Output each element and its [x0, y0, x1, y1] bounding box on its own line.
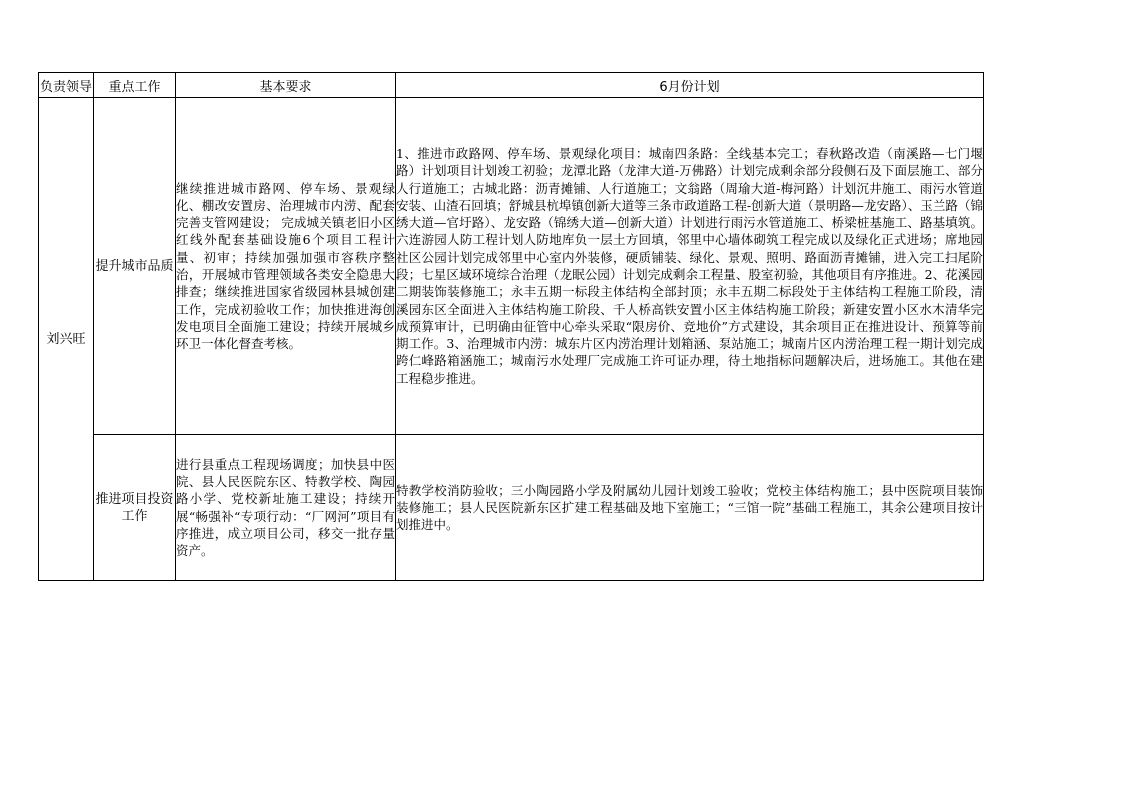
work-plan-table — [38, 72, 984, 581]
task-cell: 推进项目投资工作 — [94, 435, 176, 581]
requirement-cell: 继续推进城市路网、停车场、景观绿化、棚改安置房、治理城市内涝、配套完善支管网建设； 完成城关镇老旧小区红线外配套基础设施6个项目工程计量、初审；持续加强加强市容秩序整治，开展城市管理领域各类安全隐患大排查；继续推进国家省级园林县城创建工作，完成初验收工作；加快推进海创发电项目全面施工建设；持续开展城乡环卫一体化督查考核。 — [176, 98, 396, 435]
requirement-cell: 进行县重点工程现场调度；加快县中医院、县人民医院东区、特教学校、陶园路小学、党校新址施工建设；持续开展“畅强补“专项行动：“厂网河”项目有序推进，成立项目公司，移交一批存量资产。 — [176, 435, 396, 581]
plan-cell: 特教学校消防验收；三小陶园路小学及附属幼儿园计划竣工验收；党校主体结构施工；县中医院项目装饰装修施工；县人民医院新东区扩建工程基础及地下室施工；“三馆一院”基础工程施工，其余公建项目按计划推进中。 — [396, 435, 984, 581]
header-row — [39, 73, 984, 98]
header-leader: 负责领导 — [39, 73, 94, 98]
table-row — [39, 435, 984, 581]
plan-cell: 1、推进市政路网、停车场、景观绿化项目：城南四条路：全线基本完工；春秋路改造（南溪路—七门堰路）计划项目计划竣工初验；龙潭北路（龙津大道-万佛路）计划完成剩余部分段侧石及下面层施工、部分人行道施工；古城北路：沥青摊铺、人行道施工；文翁路（周瑜大道-梅河路）计划沉井施工、雨污水管道安装、山渣石回填；舒城县杭埠镇创新大道等三条市政道路工程-创新大道（景明路—龙安路）、玉兰路（锦绣大道—官圩路）、龙安路（锦绣大道—创新大道）计划进行雨污水管道施工、桥梁桩基施工、路基填筑。六连游园人防工程计划人防地库负一层土方回填，邻里中心墙体砌筑工程完成以及绿化正式进场；席地园社区公园计划完成邻里中心室内外装修，硬质铺装、绿化、景观、照明、路面沥青摊铺，进入完工扫尾阶段；七星区域环境综合治理（龙眠公园）计划完成剩余工程量、股室初验，其他项目有序推进。2、花溪园二期装饰装修施工；永丰五期一标段主体结构全部封顶；永丰五期二标段处于主体结构工程施工阶段，清溪园东区全面进入主体结构施工阶段、千人桥高铁安置小区主体结构施工阶段；新建安置小区水木清华完成预算审计，已明确由征管中心牵头采取“限房价、竞地价”方式建设，其余项目正在推进设计、预算等前期工作。3、治理城市内涝：城东片区内涝治理计划箱涵、泵站施工；城南片区内涝治理工程一期计划完成跨仁峰路箱涵施工；城南污水处理厂完成施工许可证办理，待土地指标问题解决后，进场施工。其他在建工程稳步推进。 — [396, 98, 984, 435]
leader-cell: 刘兴旺 — [39, 98, 94, 581]
header-key-task: 重点工作 — [94, 73, 176, 98]
task-cell: 提升城市品质 — [94, 98, 176, 435]
header-basic-requirement: 基本要求 — [176, 73, 396, 98]
table-row — [39, 98, 984, 435]
header-june-plan: 6月份计划 — [396, 73, 984, 98]
